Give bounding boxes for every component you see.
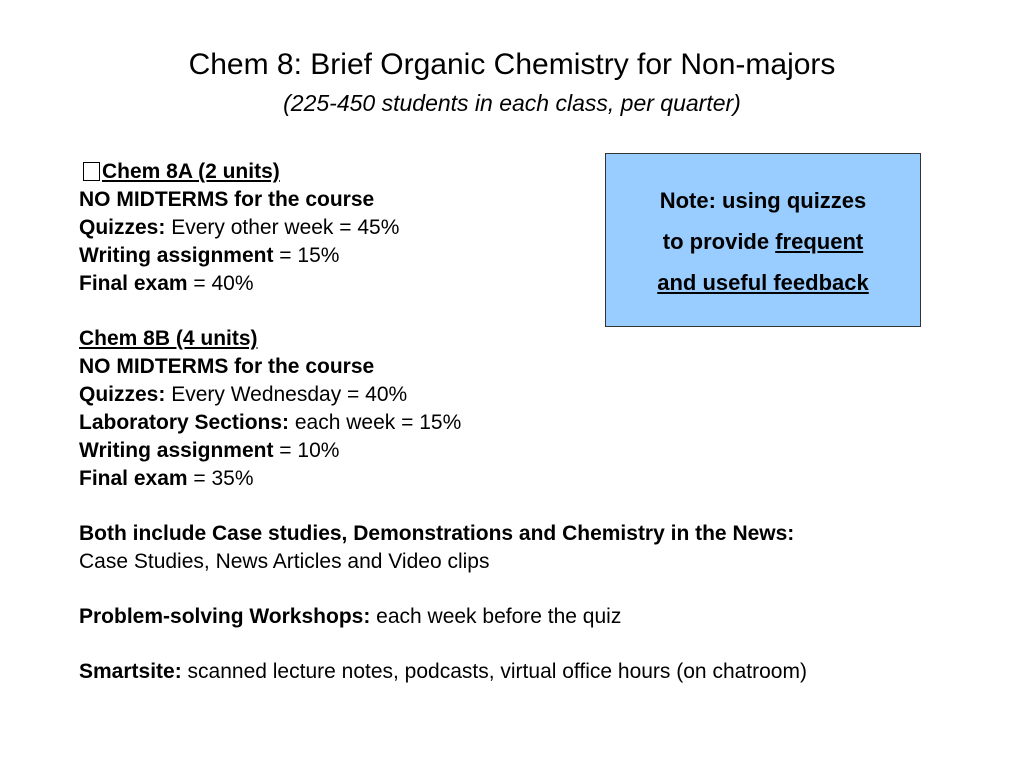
workshops-label: Problem-solving Workshops: — [79, 605, 371, 628]
chem8b-quizzes-value: Every Wednesday = 40% — [165, 383, 408, 406]
slide-subtitle: (225-450 students in each class, per quarter) — [283, 90, 741, 116]
both-heading: Both include Case studies, Demonstrations and Chemistry in the News: — [79, 522, 795, 545]
note-callout-box — [605, 153, 921, 327]
chem8b-heading: Chem 8B (4 units) — [79, 327, 258, 350]
workshops-value: each week before the quiz — [370, 605, 622, 628]
note-line-3: and useful feedback — [657, 270, 869, 295]
chem8b-quizzes-label: Quizzes: — [79, 383, 166, 406]
smartsite-line — [79, 658, 999, 686]
chem8a-quizzes-value: Every other week = 45% — [165, 216, 400, 239]
chem8b-lab-label: Laboratory Sections: — [79, 411, 290, 434]
chem8a-writing-value: = 15% — [273, 244, 340, 267]
chem8b-lab-value: each week = 15% — [289, 411, 462, 434]
chem8a-final-label: Final exam — [79, 272, 188, 295]
missing-glyph-box-icon — [83, 162, 100, 181]
chem8a-writing-label: Writing assignment — [79, 244, 274, 267]
note-line-1: Note: using quizzes — [659, 188, 867, 213]
chem8b-writing — [79, 437, 999, 465]
chem8b-final-label: Final exam — [79, 467, 188, 490]
note-line-2-underlined: frequent — [775, 229, 864, 254]
chem8b-writing-label: Writing assignment — [79, 439, 274, 462]
chem8b-final — [79, 465, 999, 493]
chem8a-heading: Chem 8A (2 units) — [102, 160, 280, 183]
chem8b-quizzes — [79, 381, 999, 409]
smartsite-value: scanned lecture notes, podcasts, virtual office hours (on chatroom) — [181, 660, 807, 683]
both-detail: Case Studies, News Articles and Video clips — [79, 550, 490, 573]
chem8b-no-midterms: NO MIDTERMS for the course — [79, 355, 375, 378]
chem8a-no-midterms: NO MIDTERMS for the course — [79, 188, 375, 211]
chem8a-quizzes-label: Quizzes: — [79, 216, 166, 239]
smartsite-label: Smartsite: — [79, 660, 182, 683]
slide-title: Chem 8: Brief Organic Chemistry for Non-majors — [188, 48, 836, 81]
note-line-2-prefix: to provide — [662, 229, 776, 254]
workshops-line — [79, 603, 999, 631]
chem8b-lab — [79, 409, 999, 437]
spacer — [79, 631, 999, 658]
chem8a-final-value: = 40% — [187, 272, 254, 295]
note-line-2 — [606, 221, 920, 262]
spacer — [79, 493, 999, 520]
chem8b-final-value: = 35% — [187, 467, 254, 490]
spacer — [79, 576, 999, 603]
chem8b-writing-value: = 10% — [273, 439, 340, 462]
